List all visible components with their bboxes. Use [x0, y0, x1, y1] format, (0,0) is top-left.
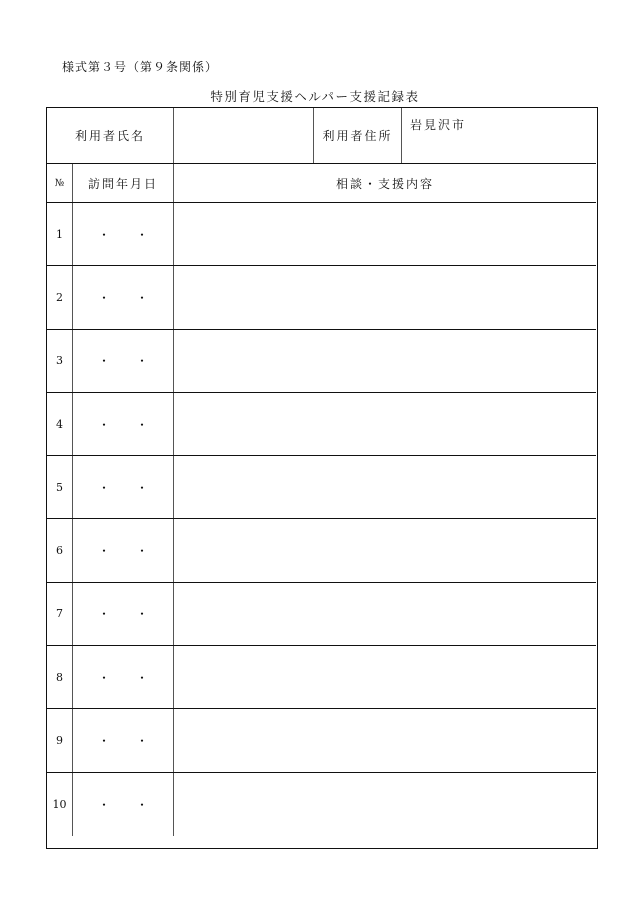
visit-date-field[interactable]: ・・ [73, 709, 174, 771]
row-number: 2 [47, 266, 73, 328]
record-row [47, 203, 596, 266]
row-number: 8 [47, 646, 73, 708]
visit-date-field[interactable]: ・・ [73, 646, 174, 708]
record-rows [47, 203, 596, 836]
column-visit-date: 訪問年月日 [73, 164, 174, 202]
user-address-field[interactable]: 岩見沢市 [410, 118, 467, 132]
visit-date-field[interactable]: ・・ [73, 583, 174, 645]
visit-date-field[interactable]: ・・ [73, 203, 174, 265]
row-number: 7 [47, 583, 73, 645]
support-content-field[interactable] [174, 646, 596, 708]
record-table [46, 107, 598, 849]
support-content-field[interactable] [174, 456, 596, 518]
support-content-field[interactable] [174, 330, 596, 392]
record-row [47, 709, 596, 772]
row-number: 5 [47, 456, 73, 518]
row-number: 9 [47, 709, 73, 771]
support-content-field[interactable] [174, 393, 596, 455]
visit-date-field[interactable]: ・・ [73, 456, 174, 518]
column-content: 相談・支援内容 [335, 176, 434, 191]
user-name-label: 利用者氏名 [47, 108, 174, 163]
support-content-field[interactable] [174, 519, 596, 581]
record-row [47, 330, 596, 393]
row-number: 3 [47, 330, 73, 392]
record-row [47, 773, 596, 836]
record-row [47, 456, 596, 519]
form-number: 様式第３号（第９条関係） [62, 60, 219, 74]
support-content-field[interactable] [174, 266, 596, 328]
record-row [47, 393, 596, 456]
document-title: 特別育児支援ヘルパー支援記録表 [210, 89, 420, 104]
column-no: № [47, 164, 73, 202]
user-address-label: 利用者住所 [314, 108, 402, 163]
row-number: 4 [47, 393, 73, 455]
column-header-row [47, 164, 596, 203]
visit-date-field[interactable]: ・・ [73, 393, 174, 455]
visit-date-field[interactable]: ・・ [73, 773, 174, 836]
row-number: 10 [47, 773, 73, 836]
visit-date-field[interactable]: ・・ [73, 519, 174, 581]
record-row [47, 583, 596, 646]
record-row [47, 646, 596, 709]
user-info-row [47, 108, 596, 164]
record-row [47, 266, 596, 329]
visit-date-field[interactable]: ・・ [73, 266, 174, 328]
support-content-field[interactable] [174, 203, 596, 265]
row-number: 6 [47, 519, 73, 581]
row-number: 1 [47, 203, 73, 265]
support-content-field[interactable] [174, 709, 596, 771]
user-name-field[interactable] [174, 108, 314, 163]
support-content-field[interactable] [174, 773, 596, 836]
support-content-field[interactable] [174, 583, 596, 645]
record-row [47, 519, 596, 582]
visit-date-field[interactable]: ・・ [73, 330, 174, 392]
